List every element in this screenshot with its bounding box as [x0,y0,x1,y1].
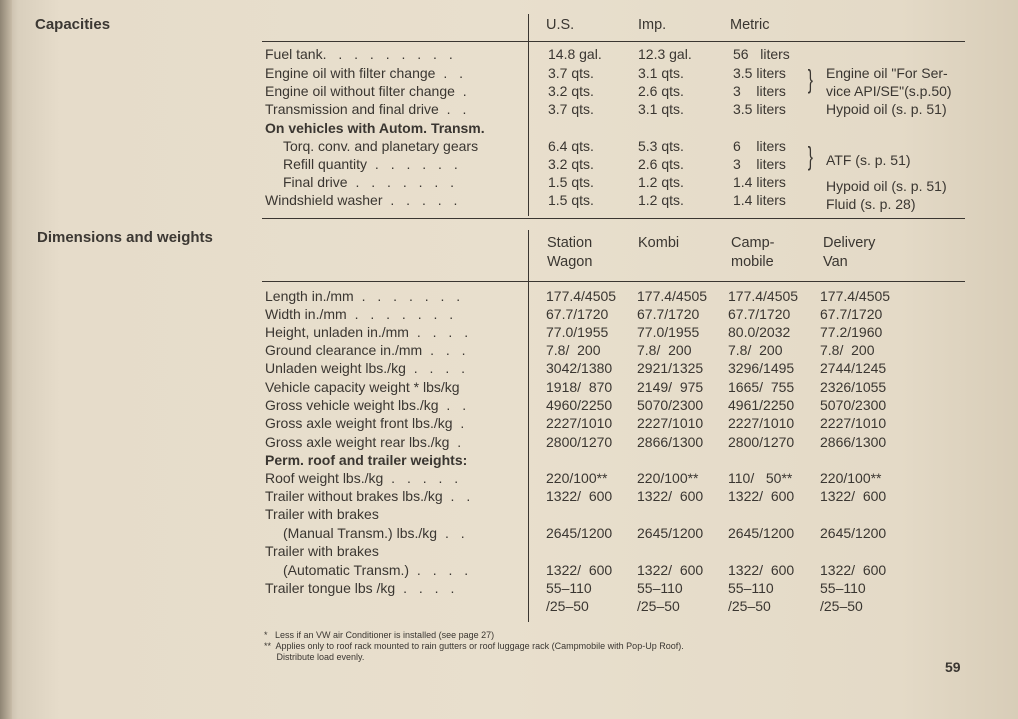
dimension-value-campmobile: 2645/1200 [728,525,795,541]
dimension-label: Roof weight lbs./kg . . . . . [265,470,463,486]
dimension-value-delivery-van: 2744/1245 [820,360,887,376]
capacity-value-metric: 1.4 liters [733,192,786,208]
capacity-value-metric: 3.5 liters [733,101,786,117]
footnote-2: ** Applies only to roof rack mounted to rain gutters or roof luggage rack (Campmobile with Pop-Up Roof). [264,641,684,651]
dimension-label: (Automatic Transm.) . . . . [283,562,473,578]
dimension-row [0,542,1018,561]
dim-header-rule [262,281,965,282]
dimension-label: Perm. roof and trailer weights: [265,452,468,468]
dimension-value-delivery-van: 2645/1200 [820,525,887,541]
dimension-value-delivery-van: 220/100** [820,470,882,486]
dimension-value-campmobile: 4961/2250 [728,397,795,413]
dimension-row [0,505,1018,524]
dimension-value-delivery-van: 5070/2300 [820,397,887,413]
footnote-3: Distribute load evenly. [264,652,365,662]
dimension-row [0,469,1018,488]
dimension-row [0,524,1018,543]
capacity-label: Windshield washer . . . . . [265,192,462,208]
capacity-label: Refill quantity . . . . . . [283,156,462,172]
dimension-value-kombi: 67.7/1720 [637,306,700,322]
dimension-value-campmobile: 67.7/1720 [728,306,791,322]
cap-header-metric: Metric [730,17,770,33]
capacity-value-metric: 56 liters [733,46,790,62]
dimension-label: Length in./mm . . . . . . . [265,288,465,304]
brace-engine-oil: } [807,64,813,94]
dimension-value-station-wagon: /25–50 [546,598,589,614]
dimension-value-station-wagon: 2800/1270 [546,434,613,450]
dimension-value-campmobile: 1665/ 755 [728,379,795,395]
dimension-value-station-wagon: 3042/1380 [546,360,613,376]
capacity-value-us: 3.2 qts. [548,156,594,172]
cap-header-imp: Imp. [638,17,667,33]
dimension-value-kombi: 2149/ 975 [637,379,704,395]
section-rule [262,218,965,219]
dimension-label: Ground clearance in./mm . . . [265,342,470,358]
capacity-value-imp: 3.1 qts. [638,101,684,117]
page-number: 59 [945,659,961,675]
dimension-value-delivery-van: 177.4/4505 [820,288,891,304]
dimension-row [0,305,1018,324]
dimension-label: Vehicle capacity weight * lbs/kg [265,379,460,395]
capacity-value-imp: 1.2 qts. [638,174,684,190]
dimension-value-station-wagon: 7.8/ 200 [546,342,601,358]
dimension-value-campmobile: 177.4/4505 [728,288,799,304]
dimension-value-delivery-van: /25–50 [820,598,863,614]
dimension-row [0,414,1018,433]
capacity-value-us: 3.2 qts. [548,83,594,99]
dimension-value-campmobile: 55–110 [728,580,774,596]
dimension-value-campmobile: 1322/ 600 [728,488,795,504]
capacity-label: Engine oil with filter change . . [265,65,467,81]
capacity-value-us: 1.5 qts. [548,174,594,190]
dimension-value-delivery-van: 2326/1055 [820,379,887,395]
capacity-value-us: 3.7 qts. [548,101,594,117]
dimension-label: Trailer without brakes lbs./kg . . [265,488,475,504]
dimension-label: (Manual Transm.) lbs./kg . . [283,525,469,541]
dimension-row [0,579,1018,598]
dimension-value-station-wagon: 220/100** [546,470,608,486]
capacity-value-metric: 1.4 liters [733,174,786,190]
capacity-value-imp: 3.1 qts. [638,65,684,81]
dimension-value-station-wagon: 4960/2250 [546,397,613,413]
capacity-value-imp: 1.2 qts. [638,192,684,208]
dimension-row [0,359,1018,378]
dimension-value-kombi: 177.4/4505 [637,288,708,304]
capacity-value-imp: 5.3 qts. [638,138,684,154]
dimension-value-station-wagon: 2227/1010 [546,415,613,431]
dimension-label: Trailer tongue lbs /kg . . . . [265,580,459,596]
dimension-row [0,323,1018,342]
cap-header-us: U.S. [546,17,575,33]
note-hypoid-2: Hypoid oil (s. p. 51) [826,178,947,194]
dimension-value-station-wagon: 67.7/1720 [546,306,609,322]
dimension-value-station-wagon: 1918/ 870 [546,379,613,395]
dimension-row [0,396,1018,415]
dim-header-station-wagon: Station Wagon [547,235,593,270]
capacity-label: On vehicles with Autom. Transm. [265,120,485,136]
capacity-label: Fuel tank. . . . . . . . . [265,46,457,62]
dimension-value-kombi: 2866/1300 [637,434,704,450]
note-fluid: Fluid (s. p. 28) [826,196,916,212]
dimension-value-station-wagon: 177.4/4505 [546,288,617,304]
dimension-label: Gross vehicle weight lbs./kg . . [265,397,471,413]
dimension-value-campmobile: 80.0/2032 [728,324,791,340]
dimension-value-campmobile: /25–50 [728,598,771,614]
capacity-label: Engine oil without filter change . [265,83,471,99]
dimension-value-kombi: 2227/1010 [637,415,704,431]
note-hypoid-1: Hypoid oil (s. p. 51) [826,101,947,117]
dimension-value-station-wagon: 1322/ 600 [546,562,613,578]
capacity-row [0,45,1018,64]
capacity-row [0,119,1018,138]
cap-header-rule [262,41,965,42]
dimension-value-delivery-van: 2227/1010 [820,415,887,431]
capacity-value-imp: 2.6 qts. [638,83,684,99]
capacity-value-imp: 12.3 gal. [638,46,692,62]
dimension-value-kombi: 1322/ 600 [637,562,704,578]
dimension-value-station-wagon: 77.0/1955 [546,324,609,340]
dimension-label: Gross axle weight rear lbs./kg . [265,434,466,450]
dim-header-delivery-van: Delivery Van [823,235,876,270]
dimension-row [0,561,1018,580]
dimension-value-delivery-van: 77.2/1960 [820,324,883,340]
dimension-value-kombi: /25–50 [637,598,680,614]
capacity-label: Torq. conv. and planetary gears [283,138,479,154]
brace-atf: } [807,141,813,171]
dimension-value-kombi: 2645/1200 [637,525,704,541]
dimension-label: Gross axle weight front lbs./kg . [265,415,469,431]
dimension-label: Unladen weight lbs./kg . . . . [265,360,469,376]
dimension-value-delivery-van: 67.7/1720 [820,306,883,322]
dimension-value-station-wagon: 55–110 [546,580,592,596]
dimension-row [0,341,1018,360]
dimension-value-campmobile: 2227/1010 [728,415,795,431]
note-engine-oil-2: vice API/SE"(s.p.50) [826,83,952,99]
dimension-label: Height, unladen in./mm . . . . [265,324,473,340]
dimension-value-station-wagon: 1322/ 600 [546,488,613,504]
dimension-row [0,451,1018,470]
capacity-value-us: 14.8 gal. [548,46,602,62]
dimension-label: Width in./mm . . . . . . . [265,306,458,322]
capacity-value-metric: 6 liters [733,138,786,154]
dimension-value-campmobile: 3296/1495 [728,360,795,376]
dimension-value-campmobile: 110/ 50** [728,470,793,486]
footnote-1: * Less if an VW air Conditioner is installed (see page 27) [264,630,495,640]
capacity-value-metric: 3.5 liters [733,65,786,81]
dimension-value-kombi: 1322/ 600 [637,488,704,504]
dimension-value-delivery-van: 55–110 [820,580,866,596]
dimension-value-kombi: 5070/2300 [637,397,704,413]
capacities-title: Capacities [35,16,111,33]
dimension-value-campmobile: 2800/1270 [728,434,795,450]
note-engine-oil-1: Engine oil "For Ser- [826,65,948,81]
note-atf: ATF (s. p. 51) [826,152,911,168]
dimension-value-delivery-van: 1322/ 600 [820,488,887,504]
dimension-value-kombi: 55–110 [637,580,683,596]
dimension-value-kombi: 77.0/1955 [637,324,700,340]
dimension-value-kombi: 220/100** [637,470,699,486]
dim-header-kombi: Kombi [638,235,680,251]
dimension-value-station-wagon: 2645/1200 [546,525,613,541]
dimension-row [0,287,1018,306]
capacity-value-us: 6.4 qts. [548,138,594,154]
capacity-value-us: 1.5 qts. [548,192,594,208]
dimension-row [0,433,1018,452]
dim-header-campmobile: Camp- mobile [731,235,775,270]
dimensions-title: Dimensions and weights [37,229,213,246]
dimension-value-campmobile: 1322/ 600 [728,562,795,578]
dimension-value-delivery-van: 7.8/ 200 [820,342,875,358]
capacity-value-metric: 3 liters [733,83,786,99]
capacity-value-us: 3.7 qts. [548,65,594,81]
capacity-label: Final drive . . . . . . . [283,174,459,190]
dimension-label: Trailer with brakes [265,506,379,522]
dimension-value-kombi: 2921/1325 [637,360,704,376]
dimension-value-campmobile: 7.8/ 200 [728,342,783,358]
capacity-value-metric: 3 liters [733,156,786,172]
capacity-value-imp: 2.6 qts. [638,156,684,172]
dimension-value-delivery-van: 2866/1300 [820,434,887,450]
dimension-label: Trailer with brakes [265,543,379,559]
dimension-row [0,597,1018,616]
capacity-label: Transmission and final drive . . [265,101,471,117]
dimension-row [0,378,1018,397]
dimension-row [0,487,1018,506]
dimension-value-kombi: 7.8/ 200 [637,342,692,358]
dimension-value-delivery-van: 1322/ 600 [820,562,887,578]
